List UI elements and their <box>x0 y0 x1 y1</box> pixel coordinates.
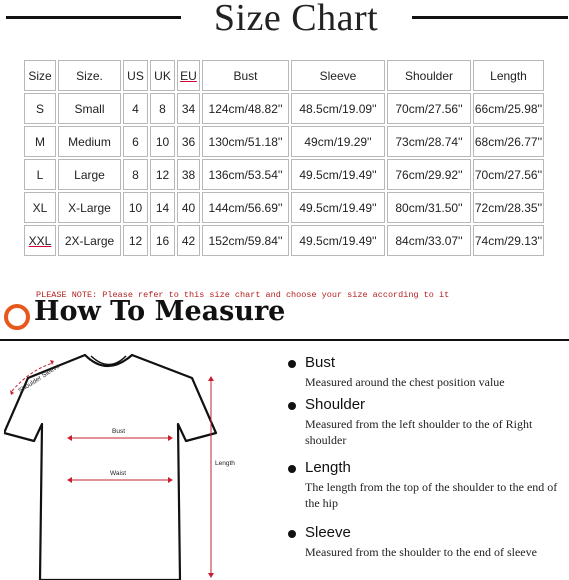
table-cell: Small <box>58 93 121 124</box>
waist-measure <box>67 470 173 483</box>
header-length: Length <box>473 60 544 91</box>
table-cell: 130cm/51.18'' <box>202 126 289 157</box>
header-bust: Bust <box>202 60 289 91</box>
measure-bust-title: Bust <box>305 354 336 371</box>
measure-shoulder-desc: Measured from the left shoulder to the of Right shoulder <box>305 417 533 447</box>
table-cell: X-Large <box>58 192 121 223</box>
measure-shoulder-title: Shoulder <box>305 396 366 413</box>
table-cell: 84cm/33.07'' <box>387 225 471 256</box>
table-cell: S <box>24 93 56 124</box>
table-cell: 124cm/48.82'' <box>202 93 289 124</box>
section-divider <box>0 339 569 341</box>
table-cell: 76cm/29.92'' <box>387 159 471 190</box>
table-cell: 49cm/19.29'' <box>291 126 385 157</box>
table-cell: 49.5cm/19.49'' <box>291 192 385 223</box>
table-cell: 4 <box>123 93 148 124</box>
header-eu: EU <box>177 60 200 91</box>
header-size: Size <box>24 60 56 91</box>
table-cell: 42 <box>177 225 200 256</box>
table-cell: 12 <box>123 225 148 256</box>
table-cell: 72cm/28.35'' <box>473 192 544 223</box>
table-cell: 70cm/27.56'' <box>473 159 544 190</box>
table-cell: 8 <box>123 159 148 190</box>
bullet-icon <box>288 402 296 410</box>
length-label: Length <box>215 460 235 467</box>
table-cell: 152cm/59.84'' <box>202 225 289 256</box>
table-cell: 34 <box>177 93 200 124</box>
table-cell: 8 <box>150 93 175 124</box>
table-row <box>24 159 544 190</box>
measure-length-title: Length <box>305 459 351 476</box>
header-size-name: Size. <box>58 60 121 91</box>
header-sleeve: Sleeve <box>291 60 385 91</box>
circle-icon <box>4 304 30 330</box>
table-cell: Medium <box>58 126 121 157</box>
table-cell: 136cm/53.54'' <box>202 159 289 190</box>
page-title: Size Chart <box>213 0 379 39</box>
table-cell: 14 <box>150 192 175 223</box>
table-row <box>24 225 544 256</box>
table-header-row <box>24 60 544 91</box>
table-cell: 49.5cm/19.49'' <box>291 159 385 190</box>
bullet-icon <box>288 465 296 473</box>
table-cell: 66cm/25.98'' <box>473 93 544 124</box>
header-shoulder: Shoulder <box>387 60 471 91</box>
table-cell: 2X-Large <box>58 225 121 256</box>
table-cell: 80cm/31.50'' <box>387 192 471 223</box>
table-row <box>24 93 544 124</box>
bust-measure <box>67 428 173 441</box>
bust-label: Bust <box>112 428 126 435</box>
measure-length-desc: The length from the top of the shoulder to the end of the hip <box>305 480 558 510</box>
table-cell: XXL <box>24 225 56 256</box>
table-row <box>24 192 544 223</box>
shoulder-sleeve-label: Shoulder Sleeve <box>17 362 62 395</box>
bullet-icon <box>288 530 296 538</box>
table-cell: 49.5cm/19.49'' <box>291 225 385 256</box>
header-uk: UK <box>150 60 175 91</box>
title-rule-left <box>6 16 181 19</box>
measure-sleeve-title: Sleeve <box>305 524 351 541</box>
table-cell: 10 <box>123 192 148 223</box>
table-cell: 36 <box>177 126 200 157</box>
table-cell: L <box>24 159 56 190</box>
table-cell: M <box>24 126 56 157</box>
table-cell: 68cm/26.77'' <box>473 126 544 157</box>
tshirt-diagram <box>4 345 254 580</box>
table-cell: 144cm/56.69'' <box>202 192 289 223</box>
size-note: PLEASE NOTE: Please refer to this size chart and choose your size according to it <box>36 290 450 300</box>
title-rule-right <box>412 16 568 19</box>
table-cell: 40 <box>177 192 200 223</box>
table-cell: XL <box>24 192 56 223</box>
table-cell: 73cm/28.74'' <box>387 126 471 157</box>
bullet-icon <box>288 360 296 368</box>
table-cell: 10 <box>150 126 175 157</box>
table-cell: 48.5cm/19.09'' <box>291 93 385 124</box>
table-cell: 16 <box>150 225 175 256</box>
table-cell: 74cm/29.13'' <box>473 225 544 256</box>
measure-sleeve-desc: Measured from the shoulder to the end of sleeve <box>305 545 537 559</box>
measure-bust-desc: Measured around the chest position value <box>305 375 505 389</box>
how-to-measure-header <box>4 296 304 336</box>
table-cell: Large <box>58 159 121 190</box>
header-us: US <box>123 60 148 91</box>
table-cell: 70cm/27.56'' <box>387 93 471 124</box>
how-to-measure-title: How To Measure <box>34 296 286 327</box>
waist-label: Waist <box>110 470 127 477</box>
shoulder-sleeve-measure <box>10 360 61 395</box>
size-chart-header <box>0 0 569 40</box>
table-cell: 12 <box>150 159 175 190</box>
table-row <box>24 126 544 157</box>
table-cell: 38 <box>177 159 200 190</box>
tshirt-outline-icon <box>4 355 216 580</box>
table-cell: 6 <box>123 126 148 157</box>
size-table <box>22 58 546 258</box>
length-measure <box>208 376 235 578</box>
